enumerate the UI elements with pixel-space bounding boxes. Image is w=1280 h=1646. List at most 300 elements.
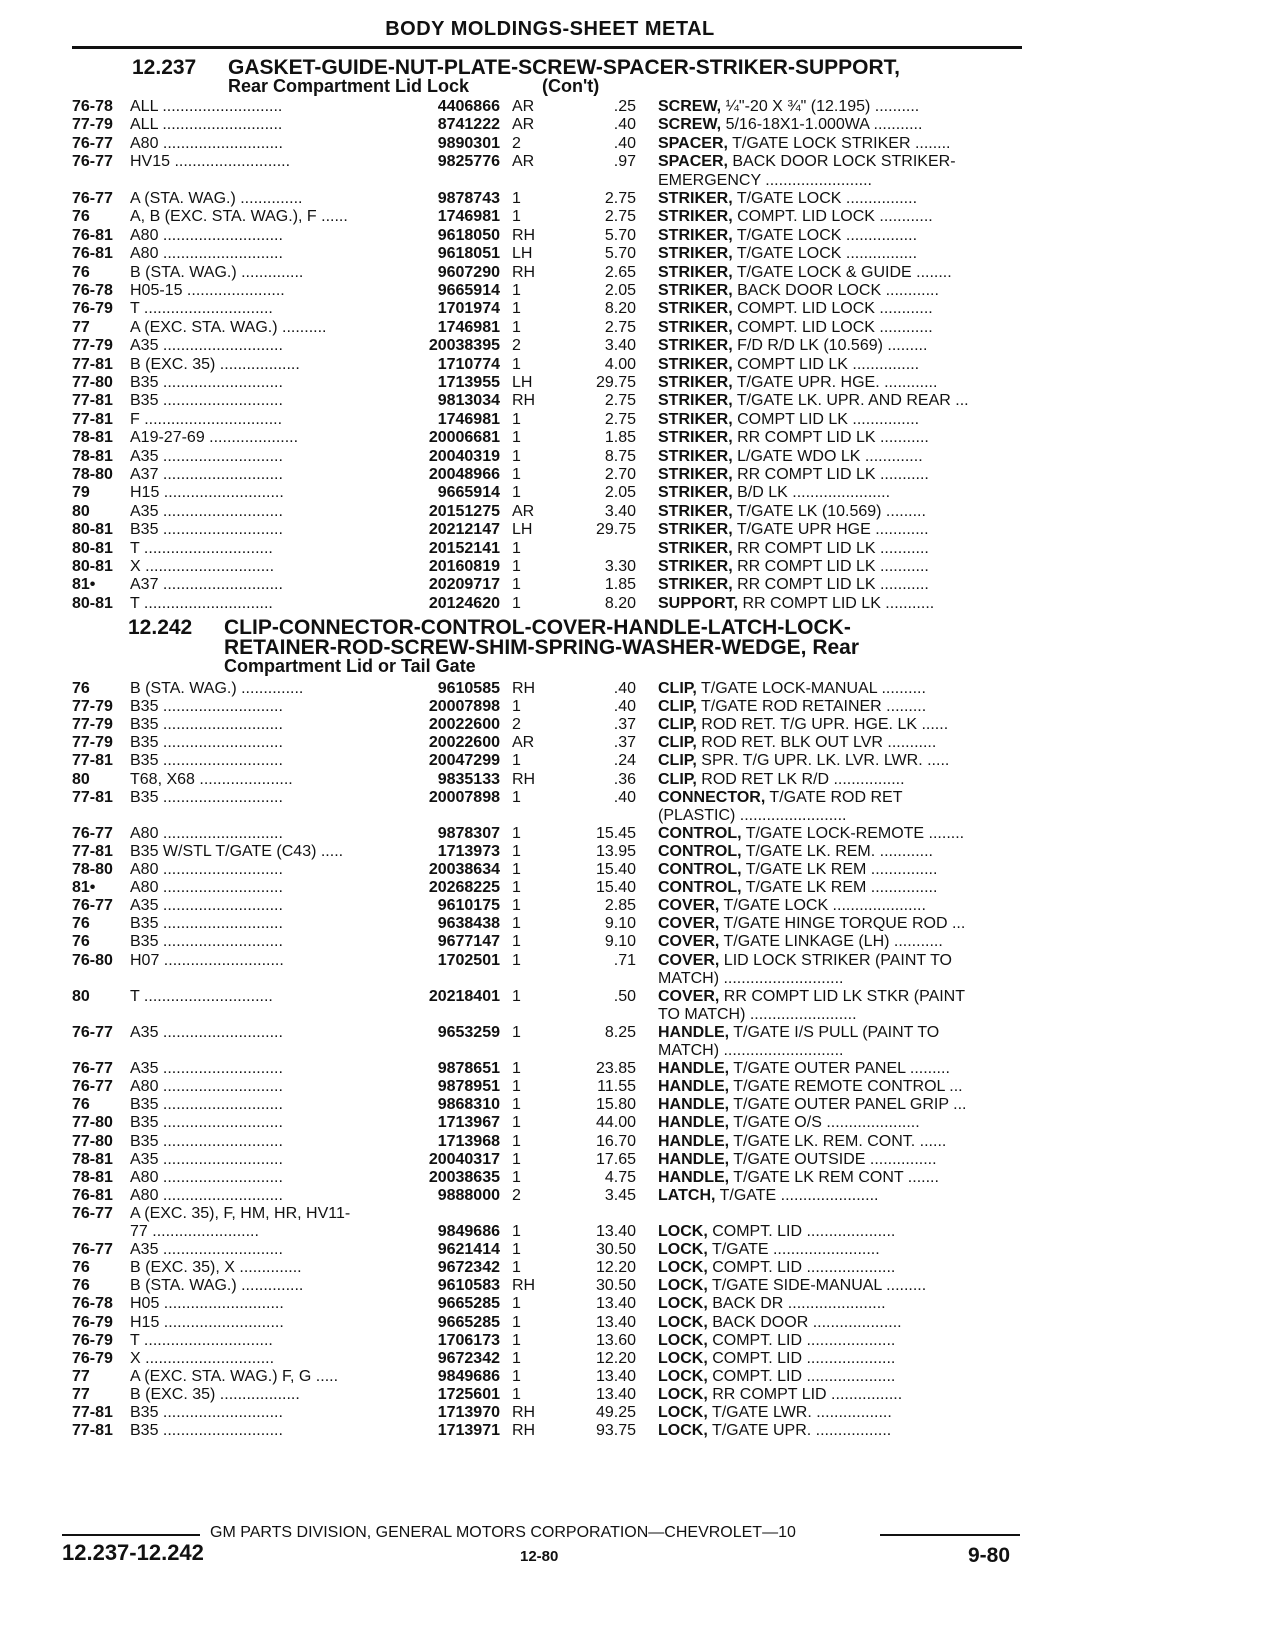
part-name: SCREW, bbox=[658, 98, 722, 115]
table-row bbox=[0, 771, 1280, 789]
year-cell: 77-81 bbox=[72, 752, 113, 770]
table-row bbox=[0, 897, 1280, 915]
part-detail: ¼"-20 X ¾" (12.195) .......... bbox=[721, 98, 920, 115]
price-cell: 49.25 bbox=[595, 1404, 636, 1421]
description-cell bbox=[658, 752, 1022, 770]
section-2-number: 12.242 bbox=[128, 616, 193, 639]
part-name: CLIP, bbox=[658, 752, 697, 770]
description-cell bbox=[658, 1241, 1022, 1259]
table-row bbox=[0, 1114, 1280, 1132]
model-cell: T ............................. bbox=[130, 987, 273, 1005]
quantity-cell: 1 bbox=[512, 1241, 521, 1259]
quantity-cell: AR bbox=[512, 116, 535, 134]
quantity-cell: 1 bbox=[512, 318, 521, 336]
price-cell: 1.85 bbox=[604, 576, 636, 594]
year-cell: 77 bbox=[72, 318, 90, 336]
table-row bbox=[0, 1024, 1280, 1042]
part-detail: T/GATE SIDE-MANUAL ......... bbox=[707, 1277, 927, 1295]
part-number-cell: 1746981 bbox=[437, 318, 500, 336]
description-cell bbox=[658, 716, 1022, 734]
price-cell: 1.85 bbox=[604, 429, 636, 447]
part-name: STRIKER, bbox=[658, 429, 733, 447]
description-cell bbox=[658, 356, 1022, 374]
part-name: CLIP, bbox=[658, 734, 697, 752]
quantity-cell: 1 bbox=[512, 879, 521, 897]
price-cell: 5.70 bbox=[604, 245, 636, 263]
year-cell: 76-77 bbox=[72, 134, 113, 152]
description-cell bbox=[658, 1368, 1022, 1386]
part-detail: T/GATE LOCK ................ bbox=[732, 226, 918, 244]
description-cell bbox=[658, 227, 1022, 245]
part-name: COVER, bbox=[658, 951, 720, 969]
price-cell: 3.40 bbox=[604, 337, 636, 355]
part-detail: T/GATE LK REM ............... bbox=[741, 861, 938, 878]
year-cell: 77-79 bbox=[72, 734, 113, 752]
table-row bbox=[0, 1042, 1280, 1060]
price-cell: 17.65 bbox=[595, 1150, 636, 1168]
description-cell bbox=[658, 429, 1022, 447]
part-detail: T/GATE ROD RET bbox=[765, 788, 903, 806]
part-name: LOCK, bbox=[658, 1385, 708, 1403]
part-number-cell: 8741222 bbox=[437, 116, 500, 134]
description-cell bbox=[658, 1314, 1022, 1332]
part-detail: T/GATE UPR. HGE. ............ bbox=[732, 374, 938, 391]
quantity-cell: RH bbox=[512, 1277, 536, 1295]
part-name: LOCK, bbox=[658, 1259, 708, 1277]
model-cell: B35 ........................... bbox=[130, 1096, 283, 1114]
part-detail: T/GATE LK REM CONT ....... bbox=[729, 1168, 939, 1186]
year-cell: 77-81 bbox=[72, 1404, 113, 1421]
table-row bbox=[0, 1314, 1280, 1332]
description-cell bbox=[658, 540, 1022, 558]
table-row bbox=[0, 789, 1280, 807]
model-cell: B35 ........................... bbox=[130, 788, 283, 806]
table-row bbox=[0, 595, 1280, 613]
part-number-cell: 20218401 bbox=[428, 987, 500, 1005]
table-row bbox=[0, 1386, 1280, 1404]
table-row bbox=[0, 1332, 1280, 1350]
quantity-cell: 1 bbox=[512, 842, 521, 860]
price-cell: 44.00 bbox=[595, 1114, 636, 1132]
part-name: LOCK, bbox=[658, 1223, 708, 1240]
table-row bbox=[0, 933, 1280, 951]
table-row bbox=[0, 558, 1280, 576]
part-detail: T/GATE UPR HGE ............ bbox=[732, 521, 929, 539]
part-number-cell: 9621414 bbox=[437, 1241, 500, 1259]
part-name: STRIKER, bbox=[658, 282, 733, 299]
part-name: STRIKER, bbox=[658, 190, 733, 207]
model-cell: B35 ........................... bbox=[130, 734, 283, 752]
table-row bbox=[0, 734, 1280, 752]
model-cell: B (STA. WAG.) .............. bbox=[130, 680, 304, 697]
price-cell: 4.00 bbox=[604, 355, 636, 373]
part-detail: TO MATCH) ........................ bbox=[658, 1005, 857, 1023]
part-number-cell: 9849686 bbox=[437, 1223, 500, 1240]
part-detail: MATCH) ........................... bbox=[658, 1042, 844, 1059]
part-number-cell: 1713968 bbox=[437, 1132, 500, 1150]
section-2-title-line-1: CLIP-CONNECTOR-CONTROL-COVER-HANDLE-LATCH-LOCK- bbox=[224, 616, 851, 639]
price-cell: 13.40 bbox=[595, 1385, 636, 1403]
part-detail: LID LOCK STRIKER (PAINT TO bbox=[719, 951, 952, 969]
part-number-cell: 1725601 bbox=[437, 1385, 500, 1403]
table-row bbox=[0, 300, 1280, 318]
description-cell bbox=[658, 1133, 1022, 1151]
part-number-cell: 1713973 bbox=[437, 842, 500, 860]
table-row bbox=[0, 503, 1280, 521]
part-detail: T/GATE LK (10.569) ......... bbox=[732, 502, 926, 520]
part-detail: COMPT. LID .................... bbox=[707, 1331, 896, 1349]
model-cell: A35 ........................... bbox=[130, 447, 283, 465]
price-cell: 29.75 bbox=[595, 374, 636, 391]
section-1-number: 12.237 bbox=[132, 56, 197, 79]
quantity-cell: 1 bbox=[512, 933, 521, 951]
price-cell: 30.50 bbox=[595, 1277, 636, 1295]
table-row bbox=[0, 716, 1280, 734]
description-cell bbox=[658, 135, 1022, 153]
part-detail: COMPT. LID .................... bbox=[707, 1367, 896, 1385]
year-cell: 79 bbox=[72, 484, 90, 502]
part-detail: T/GATE HINGE TORQUE ROD ... bbox=[719, 915, 966, 933]
part-name: CONTROL, bbox=[658, 861, 742, 878]
model-cell: ALL ........................... bbox=[130, 116, 283, 134]
table-row bbox=[0, 576, 1280, 594]
header-rule bbox=[72, 46, 1022, 49]
quantity-cell: 1 bbox=[512, 300, 521, 318]
description-cell bbox=[658, 153, 1022, 171]
model-cell: A (EXC. STA. WAG.) .......... bbox=[130, 318, 327, 336]
price-cell: .50 bbox=[613, 987, 636, 1005]
part-name: SPACER, bbox=[658, 153, 728, 171]
model-cell: A35 ........................... bbox=[130, 1241, 283, 1259]
model-cell: B35 ........................... bbox=[130, 1404, 283, 1421]
quantity-cell: 1 bbox=[512, 1132, 521, 1150]
part-detail: RR COMPT LID LK STKR (PAINT bbox=[719, 987, 966, 1005]
part-name: STRIKER, bbox=[658, 410, 733, 428]
part-detail: ROD RET. T/G UPR. HGE. LK ...... bbox=[696, 716, 949, 734]
year-cell: 76-77 bbox=[72, 1023, 113, 1041]
table-row bbox=[0, 807, 1280, 825]
quantity-cell: 1 bbox=[512, 987, 521, 1005]
part-number-cell: 1713970 bbox=[437, 1404, 500, 1421]
quantity-cell: 1 bbox=[512, 1078, 521, 1096]
quantity-cell: AR bbox=[512, 734, 535, 752]
part-detail: T/GATE ........................ bbox=[707, 1241, 880, 1259]
part-name: HANDLE, bbox=[658, 1096, 730, 1114]
part-detail: T/GATE LOCK-REMOTE ........ bbox=[741, 824, 965, 842]
footer-text: GM PARTS DIVISION, GENERAL MOTORS CORPORATION—CHEVROLET—10 bbox=[210, 1524, 796, 1541]
table-row bbox=[0, 952, 1280, 970]
price-cell: 13.40 bbox=[595, 1223, 636, 1240]
model-cell: H07 ........................... bbox=[130, 951, 284, 969]
quantity-cell: 1 bbox=[512, 1367, 521, 1385]
part-detail: BACK DOOR .................... bbox=[707, 1313, 902, 1331]
quantity-cell: 1 bbox=[512, 576, 521, 594]
price-cell: 30.50 bbox=[595, 1241, 636, 1259]
section-1-subtitle: Rear Compartment Lid Lock bbox=[228, 76, 470, 96]
model-cell: H15 ........................... bbox=[130, 1313, 284, 1331]
quantity-cell: 1 bbox=[512, 951, 521, 969]
model-cell: A35 ........................... bbox=[130, 1150, 283, 1168]
year-cell: 77-79 bbox=[72, 337, 113, 355]
table-row bbox=[0, 172, 1280, 190]
description-cell bbox=[658, 576, 1022, 594]
part-name: COVER, bbox=[658, 933, 720, 951]
model-cell: T ............................. bbox=[130, 594, 273, 612]
price-cell: 15.40 bbox=[595, 861, 636, 878]
quantity-cell: AR bbox=[512, 98, 535, 115]
part-name: CONTROL, bbox=[658, 842, 742, 860]
part-name: STRIKER, bbox=[658, 466, 733, 483]
description-cell bbox=[658, 1350, 1022, 1368]
part-detail: T/GATE LK. REM. CONT. ...... bbox=[729, 1132, 947, 1150]
model-cell: 77 ........................ bbox=[130, 1223, 259, 1240]
model-cell: A35 ........................... bbox=[130, 502, 283, 520]
year-cell: 80 bbox=[72, 502, 90, 520]
part-number-cell: 9672342 bbox=[437, 1349, 500, 1367]
year-cell: 76-80 bbox=[72, 951, 113, 969]
part-name: LOCK, bbox=[658, 1349, 708, 1367]
footer-rule-left bbox=[62, 1534, 200, 1536]
description-cell bbox=[658, 988, 1022, 1006]
quantity-cell: 2 bbox=[512, 1186, 521, 1204]
table-row bbox=[0, 98, 1280, 116]
table-row bbox=[0, 411, 1280, 429]
year-cell: 78-81 bbox=[72, 1168, 113, 1186]
year-cell: 77-79 bbox=[72, 698, 113, 716]
footer-code: 12-80 bbox=[520, 1548, 559, 1565]
part-detail: T/GATE ...................... bbox=[715, 1186, 879, 1204]
quantity-cell: RH bbox=[512, 680, 536, 697]
price-cell: 8.25 bbox=[604, 1023, 636, 1041]
model-cell: A, B (EXC. STA. WAG.), F ...... bbox=[130, 208, 348, 226]
quantity-cell: 1 bbox=[512, 1060, 521, 1078]
part-name: HANDLE, bbox=[658, 1168, 730, 1186]
footer-rule-right bbox=[880, 1534, 1020, 1536]
part-detail: T/GATE I/S PULL (PAINT TO bbox=[729, 1023, 940, 1041]
model-cell: B35 ........................... bbox=[130, 698, 283, 716]
description-cell bbox=[658, 1060, 1022, 1078]
part-detail: COMPT. LID .................... bbox=[707, 1349, 896, 1367]
table-row bbox=[0, 879, 1280, 897]
table-row bbox=[0, 190, 1280, 208]
description-cell bbox=[658, 843, 1022, 861]
table-row bbox=[0, 245, 1280, 263]
part-detail: B/D LK ...................... bbox=[732, 484, 891, 502]
year-cell: 80 bbox=[72, 987, 90, 1005]
year-cell: 78-80 bbox=[72, 466, 113, 483]
quantity-cell: 1 bbox=[512, 915, 521, 933]
part-name: LOCK, bbox=[658, 1331, 708, 1349]
year-cell: 76 bbox=[72, 915, 90, 933]
description-cell bbox=[658, 952, 1022, 970]
model-cell: B35 ........................... bbox=[130, 392, 283, 410]
price-cell: 15.45 bbox=[595, 824, 636, 842]
price-cell: 2.75 bbox=[604, 208, 636, 226]
quantity-cell: 1 bbox=[512, 447, 521, 465]
part-number-cell: 1710774 bbox=[437, 355, 500, 373]
table-row bbox=[0, 1422, 1280, 1440]
table-row bbox=[0, 1187, 1280, 1205]
part-name: LOCK, bbox=[658, 1313, 708, 1331]
year-cell: 77-80 bbox=[72, 1114, 113, 1132]
year-cell: 80-81 bbox=[72, 558, 113, 575]
part-name: STRIKER, bbox=[658, 392, 733, 410]
part-number-cell: 20006681 bbox=[428, 429, 500, 447]
description-cell bbox=[658, 1386, 1022, 1404]
price-cell: 2.05 bbox=[604, 484, 636, 502]
quantity-cell: 1 bbox=[512, 484, 521, 502]
part-name: STRIKER, bbox=[658, 355, 733, 373]
price-cell: 3.30 bbox=[604, 558, 636, 575]
price-cell: .36 bbox=[613, 770, 636, 788]
model-cell: B35 ........................... bbox=[130, 915, 283, 933]
part-detail: T/GATE LINKAGE (LH) ........... bbox=[719, 933, 943, 951]
year-cell: 77-79 bbox=[72, 716, 113, 734]
year-cell: 76-78 bbox=[72, 282, 113, 299]
part-detail: F/D R/D LK (10.569) ......... bbox=[732, 337, 928, 355]
part-detail: T/GATE LOCK & GUIDE ........ bbox=[732, 263, 952, 281]
description-cell bbox=[658, 1223, 1022, 1241]
quantity-cell: 1 bbox=[512, 824, 521, 842]
section-2-title-line-3: Compartment Lid or Tail Gate bbox=[224, 656, 476, 676]
price-cell: .24 bbox=[613, 752, 636, 770]
description-cell bbox=[658, 1332, 1022, 1350]
part-number-cell: 20212147 bbox=[428, 521, 500, 539]
part-detail: T/GATE LOCK ................ bbox=[732, 245, 918, 263]
part-number-cell: 20038395 bbox=[428, 337, 500, 355]
table-row bbox=[0, 1241, 1280, 1259]
part-detail: COMPT. LID LOCK ............ bbox=[732, 300, 933, 318]
description-cell bbox=[658, 264, 1022, 282]
table-row bbox=[0, 356, 1280, 374]
part-name: STRIKER, bbox=[658, 558, 733, 575]
part-name: LOCK, bbox=[658, 1295, 708, 1313]
part-detail: T/GATE LOCK ..................... bbox=[719, 897, 926, 915]
year-cell: 80-81 bbox=[72, 539, 113, 557]
price-cell: 8.20 bbox=[604, 594, 636, 612]
year-cell: 76 bbox=[72, 1096, 90, 1114]
model-cell: A80 ........................... bbox=[130, 1168, 283, 1186]
quantity-cell: 2 bbox=[512, 337, 521, 355]
footer-section-range: 12.237-12.242 bbox=[62, 1540, 204, 1565]
description-cell bbox=[658, 245, 1022, 263]
part-name: SCREW, bbox=[658, 116, 722, 134]
quantity-cell: 1 bbox=[512, 788, 521, 806]
quantity-cell: 1 bbox=[512, 466, 521, 483]
part-detail: ROD RET LK R/D ................ bbox=[696, 770, 905, 788]
part-number-cell: 20268225 bbox=[428, 879, 500, 897]
part-number-cell: 9610583 bbox=[437, 1277, 500, 1295]
quantity-cell: RH bbox=[512, 1404, 536, 1421]
year-cell: 76 bbox=[72, 263, 90, 281]
part-number-cell: 9665914 bbox=[437, 484, 500, 502]
quantity-cell: 1 bbox=[512, 1150, 521, 1168]
model-cell: A80 ........................... bbox=[130, 861, 283, 878]
part-number-cell: 9878951 bbox=[437, 1078, 500, 1096]
description-cell bbox=[658, 595, 1022, 613]
part-detail: T/GATE REMOTE CONTROL ... bbox=[729, 1078, 963, 1096]
year-cell: 76-77 bbox=[72, 1078, 113, 1096]
model-cell: T ............................. bbox=[130, 300, 273, 318]
part-number-cell: 1706173 bbox=[437, 1331, 500, 1349]
part-number-cell: 1702501 bbox=[437, 951, 500, 969]
table-row bbox=[0, 1259, 1280, 1277]
description-cell bbox=[658, 1151, 1022, 1169]
price-cell: .97 bbox=[613, 153, 636, 171]
table-row bbox=[0, 448, 1280, 466]
part-number-cell: 9638438 bbox=[437, 915, 500, 933]
model-cell: X ............................. bbox=[130, 1349, 275, 1367]
part-number-cell: 20040319 bbox=[428, 447, 500, 465]
model-cell: A80 ........................... bbox=[130, 879, 283, 897]
quantity-cell: RH bbox=[512, 226, 536, 244]
price-cell: 2.75 bbox=[604, 190, 636, 207]
part-number-cell: 20152141 bbox=[428, 539, 500, 557]
table-row bbox=[0, 1060, 1280, 1078]
year-cell: 76-77 bbox=[72, 824, 113, 842]
description-cell bbox=[658, 1114, 1022, 1132]
description-cell bbox=[658, 98, 1022, 116]
part-name: COVER, bbox=[658, 897, 720, 915]
price-cell: 16.70 bbox=[595, 1132, 636, 1150]
description-cell bbox=[658, 1078, 1022, 1096]
part-number-cell: 20160819 bbox=[428, 558, 500, 575]
table-row bbox=[0, 227, 1280, 245]
part-number-cell: 1746981 bbox=[437, 410, 500, 428]
price-cell: 2.75 bbox=[604, 392, 636, 410]
model-cell: A35 ........................... bbox=[130, 1060, 283, 1078]
price-cell: 29.75 bbox=[595, 521, 636, 539]
part-name: LOCK, bbox=[658, 1422, 708, 1440]
year-cell: 77-81 bbox=[72, 410, 113, 428]
part-detail: RR COMPT LID LK ........... bbox=[732, 466, 929, 483]
table-row bbox=[0, 1133, 1280, 1151]
part-detail: COMPT LID LK ............... bbox=[732, 355, 920, 373]
description-cell bbox=[658, 698, 1022, 716]
quantity-cell: RH bbox=[512, 263, 536, 281]
part-detail: T/GATE UPR. ................. bbox=[707, 1422, 892, 1440]
year-cell: 76 bbox=[72, 933, 90, 951]
table-row bbox=[0, 484, 1280, 502]
description-cell bbox=[658, 1422, 1022, 1440]
table-row bbox=[0, 698, 1280, 716]
part-detail: T/GATE LK REM ............... bbox=[741, 879, 938, 897]
part-detail: 5/16-18X1-1.000WA ........... bbox=[721, 116, 923, 134]
description-cell bbox=[658, 558, 1022, 576]
part-number-cell: 9677147 bbox=[437, 933, 500, 951]
model-cell: B35 ........................... bbox=[130, 1132, 283, 1150]
part-detail: T/GATE LOCK ................ bbox=[732, 190, 918, 207]
description-cell bbox=[658, 807, 1022, 825]
quantity-cell: LH bbox=[512, 245, 533, 263]
year-cell: 76-79 bbox=[72, 1331, 113, 1349]
price-cell: 12.20 bbox=[595, 1349, 636, 1367]
table-row bbox=[0, 1350, 1280, 1368]
quantity-cell: 1 bbox=[512, 1168, 521, 1186]
year-cell: 76-77 bbox=[72, 1241, 113, 1259]
model-cell: B35 ........................... bbox=[130, 933, 283, 951]
part-detail: T/GATE LK. UPR. AND REAR ... bbox=[732, 392, 969, 410]
model-cell: A80 ........................... bbox=[130, 245, 283, 263]
description-cell bbox=[658, 374, 1022, 392]
table-row bbox=[0, 1078, 1280, 1096]
year-cell: 76-78 bbox=[72, 98, 113, 115]
part-name: CLIP, bbox=[658, 716, 697, 734]
model-cell: B (STA. WAG.) .............. bbox=[130, 263, 304, 281]
year-cell: 76-77 bbox=[72, 153, 113, 171]
model-cell: B (STA. WAG.) .............. bbox=[130, 1277, 304, 1295]
part-detail: T/GATE OUTER PANEL GRIP ... bbox=[729, 1096, 967, 1114]
